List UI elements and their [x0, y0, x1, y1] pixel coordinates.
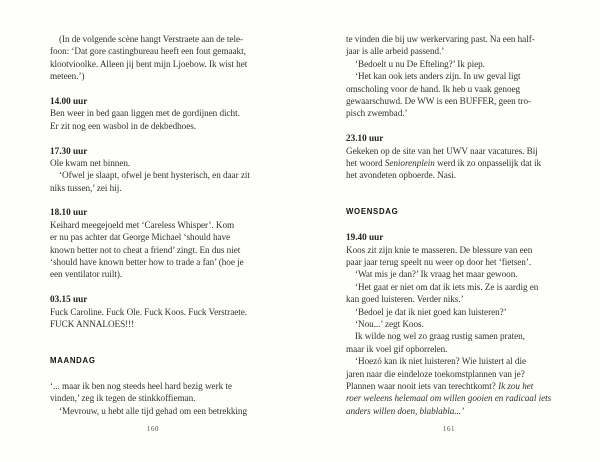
text-line: te vinden die bij uw werkervaring past. Na een half-: [346, 34, 535, 44]
text-segment: Seniorenplein: [384, 157, 435, 168]
time-heading: 23.10 uur: [346, 133, 384, 144]
paragraph: [50, 169, 256, 194]
text-line: [346, 157, 552, 169]
text-line: foon: ‘Dat gore castingbureau heeft een fout gemaakt,: [50, 46, 246, 57]
page-left-text: [50, 33, 256, 417]
text-line: jaren naar die eindeloze toekomstplannen van je?: [346, 368, 525, 379]
time-heading: 17.30 uur: [50, 145, 88, 156]
text-line: Gekeken op de site van het UWV naar vacatures. Bij: [346, 145, 538, 156]
text-segment: Plannen waar nooit iets van terechtkomt?: [346, 380, 499, 391]
text-line: Keihard meegejoeld met ‘Careless Whisper’. Kom: [50, 219, 235, 230]
text-line: known better not to cheat a friend’ zingt. En dus niet: [50, 244, 241, 255]
text-line: jaar is alle arbeid passend.’: [346, 46, 445, 57]
paragraph: [346, 355, 552, 417]
paragraph: [50, 219, 256, 281]
time-heading: 18.10 uur: [50, 207, 88, 218]
paragraph: [50, 157, 256, 169]
page-number-right: 161: [442, 425, 456, 433]
text-line: ‘Nou...’ zegt Koos.: [355, 319, 424, 329]
paragraph: [50, 405, 256, 417]
text-line: maar ik voel gif opborrelen.: [346, 343, 448, 354]
text-line: paar jaar terug speelt nu weer op door het ‘fietsen’.: [346, 257, 532, 268]
text-line: Ben weer in bed gaan liggen met de gordijnen dicht.: [50, 108, 240, 119]
text-line: vinden,’ zeg ik tegen de stinkkoffieman.: [50, 393, 196, 404]
text-segment: werd ik zo onpasselijk dat ik: [434, 157, 542, 168]
text-line: gewaarschuwd. De WW is een BUFFER, geen tro-: [346, 95, 531, 106]
text-line: ‘Bedoelt u nu De Efteling?’ Ik piep.: [355, 58, 485, 69]
text-line: Fuck Caroline. Fuck Ole. Fuck Koos. Fuck Verstraete.: [50, 306, 248, 317]
paragraph: [346, 70, 552, 120]
page-number-left: 160: [146, 425, 160, 433]
day-heading: WOENSDAG: [346, 207, 399, 217]
text-line: Ik wilde nog wel zo graag rustig samen praten,: [355, 331, 525, 342]
text-line: roer weleens helemaal om willen gooien en radicaal iets: [346, 393, 552, 404]
text-line: anders willen doen, blablabla...’: [346, 405, 465, 416]
paragraph: [50, 107, 256, 132]
paragraph: [346, 145, 552, 182]
paragraph: [346, 33, 552, 58]
text-line: ‘Het kan ook iets anders zijn. In uw geval ligt: [355, 71, 521, 82]
text-line: ‘should have known better how to trade a fan’ (hoe je: [50, 257, 244, 268]
paragraph: [346, 318, 552, 330]
time-heading: 14.00 uur: [50, 95, 88, 106]
text-line: Ole kwam net binnen.: [50, 157, 131, 168]
time-heading: 03.15 uur: [50, 294, 88, 305]
paragraph: [50, 33, 256, 83]
text-line: ‘Hoezó kan ik niet luisteren? Wie luistert al die: [355, 356, 527, 367]
text-line: FUCK ANNALOES!!!: [50, 318, 135, 329]
text-line: Er zit nog een wasbol in de dekbedhoes.: [50, 120, 197, 131]
text-line: het avondeten opboerde. Nasi.: [346, 170, 457, 181]
text-line: ‘Mevrouw, u hebt alle tijd gehad om een betrekking: [59, 405, 247, 416]
paragraph: [346, 268, 552, 280]
text-line: klootvioolke. Alleen jij bent mijn Ljoebow. Ik wist het: [50, 58, 248, 69]
text-line: er nu pas achter dat George Michael ‘should have: [50, 232, 231, 243]
text-segment: het woord: [346, 157, 385, 168]
paragraph: [50, 380, 256, 405]
paragraph: [50, 306, 256, 331]
day-heading: MAANDAG: [50, 356, 96, 366]
text-line: ‘... maar ik ben nog steeds heel hard bezig werk te: [50, 380, 232, 391]
text-line: niks tussen,’ zei hij.: [50, 182, 122, 193]
paragraph: [346, 306, 552, 318]
text-line: kan goed luisteren. Verder niks.’: [346, 294, 464, 305]
paragraph: [346, 58, 552, 70]
text-line: [346, 380, 552, 392]
text-line: omscholing voor de hand. Ik heb u vaak genoeg: [346, 83, 521, 94]
paragraph: [346, 281, 552, 306]
text-line: (In de volgende scène hangt Verstraete aan de tele-: [59, 34, 244, 44]
text-segment: Ik zou het: [498, 380, 534, 391]
time-heading: 19.40 uur: [346, 232, 384, 243]
page-right-text: [346, 33, 552, 417]
text-line: een ventilator ruilt).: [50, 269, 123, 280]
text-line: Koos zit zijn knie te masseren. De blessure van een: [346, 244, 533, 255]
text-line: ‘Wat mis je dan?’ Ik vraag het maar gewoon.: [355, 269, 518, 280]
paragraph: [346, 330, 552, 355]
text-line: meteen.’): [50, 71, 85, 82]
text-line: ‘Ofwel je slaapt, ofwel je bent hysterisch, en daar zit: [59, 170, 250, 181]
text-line: ‘Bedoel je dat ik niet goed kan luisteren?’: [355, 306, 507, 317]
paragraph: [346, 244, 552, 269]
text-line: pisch zwembad.’: [346, 108, 408, 119]
text-line: ‘Het gaat er niet om dat ik iets mis. Ze is aardig en: [355, 281, 539, 292]
